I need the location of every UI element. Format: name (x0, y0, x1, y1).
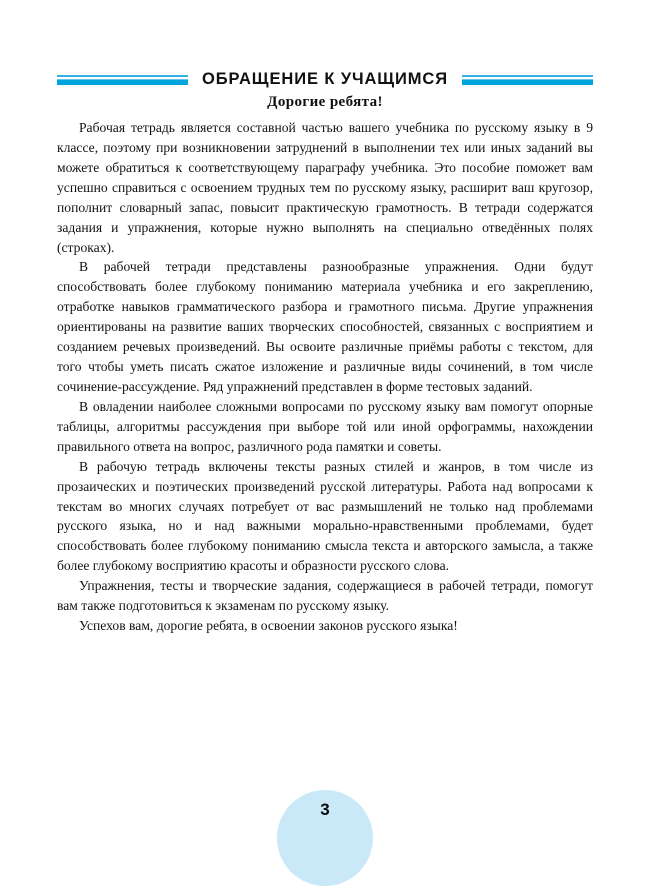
page-title: ОБРАЩЕНИЕ К УЧАЩИМСЯ (202, 69, 448, 88)
body-text (57, 118, 593, 636)
paragraph: В рабочей тетради представлены разнообразные упражнения. Одни будут способствовать более глубокому пониманию материала учебника и его закреплению, отработке навыков грамматического разбора и грамотного письма. Другие упражнения ориентированы на развитие ваших творческих способностей, связанных с восприятием и созданием речевых произведений. Вы освоите различные приёмы работы с текстом, для того чтобы уметь писать сжатое изложение и различные виды сочинений, в том числе сочинение-рассуждение. Ряд упражнений представлен в форме тестовых заданий. (57, 259, 593, 394)
header-rule-left (57, 75, 188, 84)
page-number (277, 790, 373, 886)
paragraph: Рабочая тетрадь является составной частью вашего учебника по русскому языку в 9 классе, поэтому при возникновении затруднений в выполнении тех или иных заданий вы можете обратиться к соответствующему параграфу учебника. Это пособие поможет вам успешно справиться с освоением трудных тем по русскому языку, расширит ваш кругозор, пополнит словарный запас, повысит практическую грамотность. В тетради содержатся задания и упражнения, которые нужно выполнять на специально отведённых полях (строках). (57, 120, 593, 255)
paragraph: Успехов вам, дорогие ребята, в освоении законов русского языка! (79, 618, 458, 634)
header-rule-right (462, 75, 593, 84)
paragraph: Упражнения, тесты и творческие задания, содержащиеся в рабочей тетради, помогут вам также подготовиться к экзаменам по русскому языку. (57, 578, 593, 614)
salutation-heading: Дорогие ребята! (267, 94, 383, 110)
section-header (0, 62, 650, 96)
page-number-label: 3 (320, 800, 330, 819)
paragraph: В рабочую тетрадь включены тексты разных стилей и жанров, в том числе из прозаических и поэтических произведений русской литературы. Работа над вопросами к текстам во многих случаях потребует от вас размышлений не только над проблемами русского языка, но и над важными морально-нравственными проблемами, будет способствовать более глубокому пониманию смысла текста и авторского замысла, а также более глубокому восприятию красоты и образности русского слова. (57, 458, 593, 574)
paragraph: В овладении наиболее сложными вопросами по русскому языку вам помогут опорные таблицы, алгоритмы рассуждения при выборе той или иной орфограммы, нахождении правильного ответа на вопрос, различного рода памятки и советы. (57, 398, 593, 454)
